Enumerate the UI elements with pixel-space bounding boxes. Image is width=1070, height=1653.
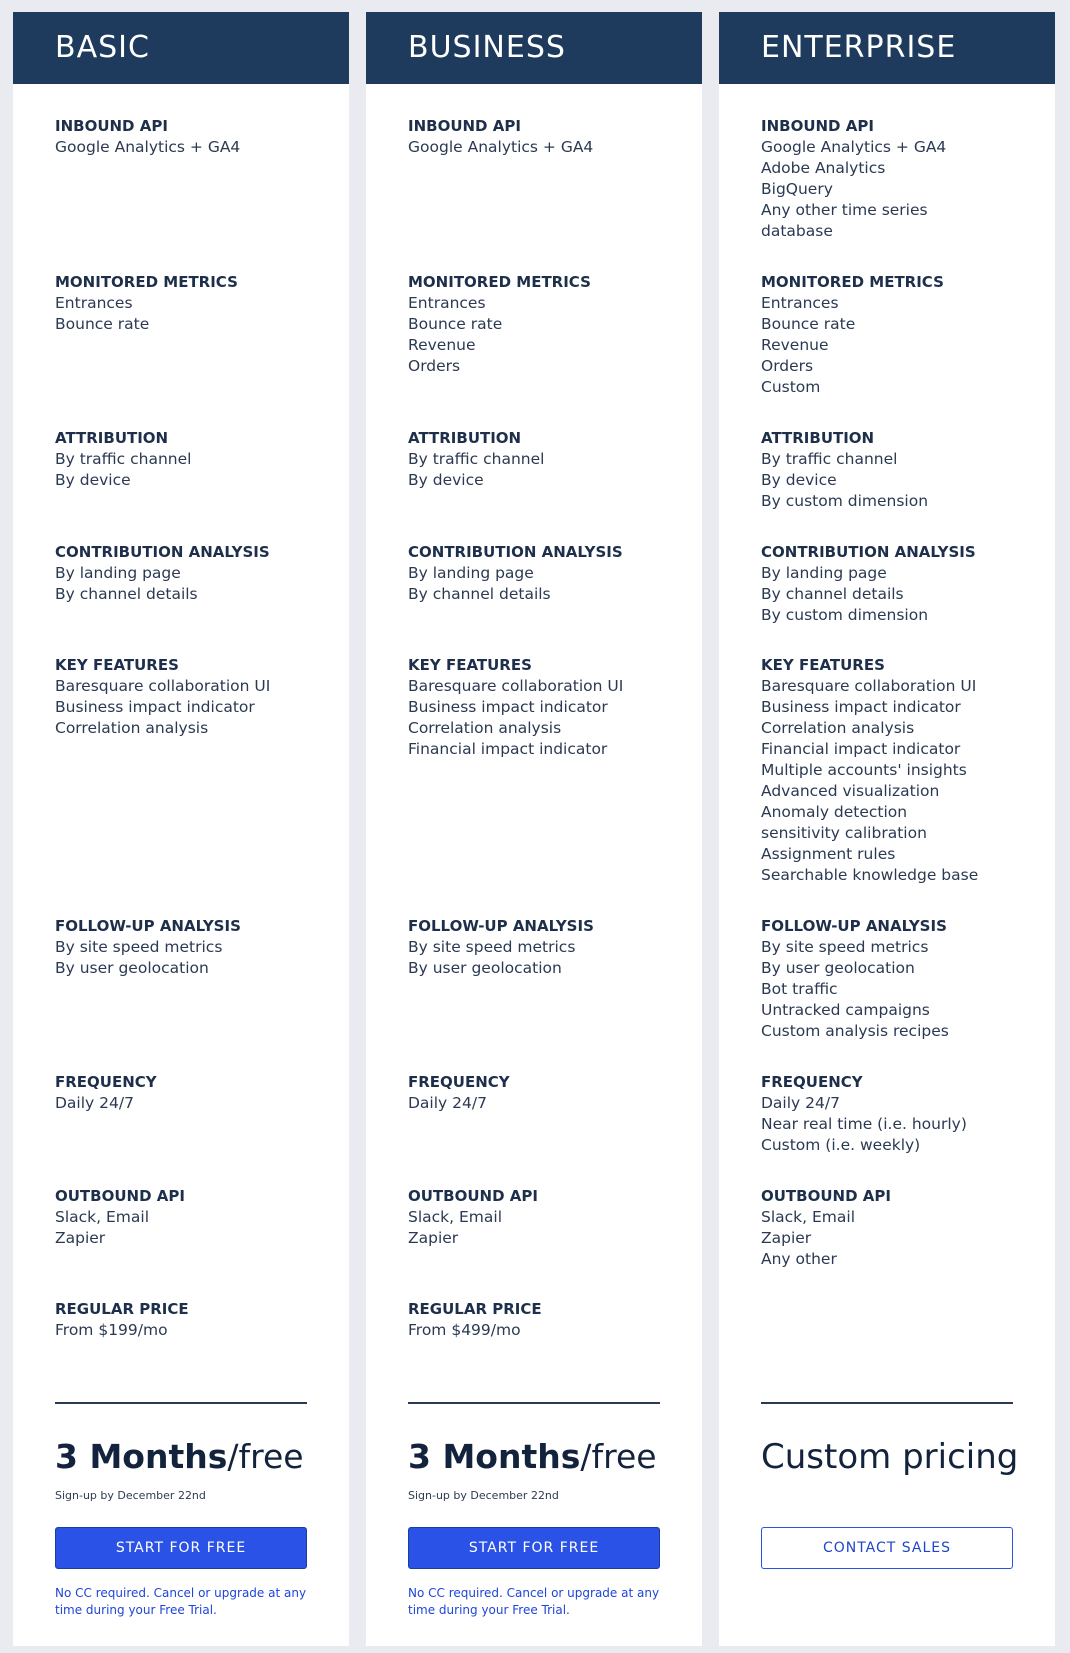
section-title: CONTRIBUTION ANALYSIS <box>408 543 623 561</box>
section-frequency <box>408 1072 698 1114</box>
feature-item: By custom dimension <box>761 492 929 510</box>
feature-item: Revenue <box>408 336 476 354</box>
feature-item: Any other <box>761 1250 837 1268</box>
promo-duration: 3 Months <box>408 1437 581 1476</box>
section-key-features <box>761 655 1051 886</box>
section-regular-price <box>55 1299 345 1341</box>
feature-item: Daily 24/7 <box>408 1094 487 1112</box>
feature-item: database <box>761 222 833 240</box>
section-follow-up-analysis <box>408 916 698 979</box>
feature-item: By custom dimension <box>761 606 929 624</box>
promo-offer <box>408 1437 657 1476</box>
feature-item: Zapier <box>761 1229 812 1247</box>
promo-deadline: Sign-up by December 22nd <box>408 1489 559 1502</box>
section-title: CONTRIBUTION ANALYSIS <box>761 543 976 561</box>
feature-item: By device <box>55 471 131 489</box>
section-attribution <box>55 428 345 491</box>
feature-item: Google Analytics + GA4 <box>761 138 947 156</box>
feature-item: Assignment rules <box>761 845 896 863</box>
section-title: REGULAR PRICE <box>55 1300 189 1318</box>
section-title: OUTBOUND API <box>55 1187 185 1205</box>
feature-item: Entrances <box>761 294 839 312</box>
section-title: KEY FEATURES <box>408 656 532 674</box>
feature-item: Any other time series <box>761 201 928 219</box>
feature-item: Entrances <box>55 294 133 312</box>
feature-item: Business impact indicator <box>408 698 608 716</box>
section-title: FREQUENCY <box>761 1073 863 1091</box>
section-regular-price <box>408 1299 698 1341</box>
custom-pricing: Custom pricing <box>761 1437 1019 1477</box>
feature-item: Multiple accounts' insights <box>761 761 967 779</box>
feature-item: Custom (i.e. weekly) <box>761 1136 921 1154</box>
feature-item: Baresquare collaboration UI <box>408 677 624 695</box>
feature-item: By site speed metrics <box>408 938 576 956</box>
section-attribution <box>761 428 1051 512</box>
section-outbound-api <box>55 1186 345 1249</box>
section-title: REGULAR PRICE <box>408 1300 542 1318</box>
plan-card-basic <box>13 12 349 1646</box>
feature-item: Bounce rate <box>408 315 503 333</box>
feature-item: Zapier <box>408 1229 459 1247</box>
feature-item: By traffic channel <box>408 450 545 468</box>
feature-item: Revenue <box>761 336 829 354</box>
feature-item: By landing page <box>55 564 181 582</box>
plan-card-business <box>366 12 702 1646</box>
feature-item: Bounce rate <box>55 315 150 333</box>
feature-item: By channel details <box>761 585 904 603</box>
feature-item: Slack, Email <box>408 1208 502 1226</box>
section-outbound-api <box>761 1186 1051 1270</box>
feature-item: Slack, Email <box>761 1208 855 1226</box>
feature-item: Bot traffic <box>761 980 838 998</box>
feature-item: Entrances <box>408 294 486 312</box>
promo-free: /free <box>227 1437 304 1476</box>
section-contribution-analysis <box>55 542 345 605</box>
section-contribution-analysis <box>761 542 1051 626</box>
feature-item: Financial impact indicator <box>761 740 961 758</box>
feature-item: By device <box>408 471 484 489</box>
section-title: KEY FEATURES <box>55 656 179 674</box>
feature-item: Correlation analysis <box>55 719 209 737</box>
feature-item: Bounce rate <box>761 315 856 333</box>
feature-item: Baresquare collaboration UI <box>761 677 977 695</box>
price-value: From $499/mo <box>408 1321 521 1339</box>
feature-item: By user geolocation <box>55 959 209 977</box>
feature-item: By channel details <box>55 585 198 603</box>
feature-item: By user geolocation <box>761 959 915 977</box>
feature-item: By device <box>761 471 837 489</box>
feature-item: Financial impact indicator <box>408 740 608 758</box>
feature-item: Searchable knowledge base <box>761 866 979 884</box>
section-follow-up-analysis <box>55 916 345 979</box>
plan-card-enterprise <box>719 12 1055 1646</box>
section-title: CONTRIBUTION ANALYSIS <box>55 543 270 561</box>
section-outbound-api <box>408 1186 698 1249</box>
feature-item: Google Analytics + GA4 <box>408 138 594 156</box>
feature-item: BigQuery <box>761 180 833 198</box>
plan-title: BUSINESS <box>366 12 702 84</box>
section-title: MONITORED METRICS <box>408 273 591 291</box>
section-title: KEY FEATURES <box>761 656 885 674</box>
feature-item: Business impact indicator <box>761 698 961 716</box>
promo-duration: 3 Months <box>55 1437 228 1476</box>
price-value: From $199/mo <box>55 1321 168 1339</box>
trial-note: No CC required. Cancel or upgrade at any time during your Free Trial. <box>408 1586 660 1617</box>
section-inbound-api <box>408 116 698 158</box>
section-key-features <box>408 655 698 760</box>
feature-item: By site speed metrics <box>761 938 929 956</box>
feature-item: Custom <box>761 378 821 396</box>
section-title: FREQUENCY <box>55 1073 157 1091</box>
section-title: ATTRIBUTION <box>761 429 875 447</box>
feature-item: Correlation analysis <box>408 719 562 737</box>
section-contribution-analysis <box>408 542 698 605</box>
promo-deadline: Sign-up by December 22nd <box>55 1489 206 1502</box>
section-attribution <box>408 428 698 491</box>
feature-item: By channel details <box>408 585 551 603</box>
section-title: MONITORED METRICS <box>761 273 944 291</box>
section-frequency <box>761 1072 1051 1156</box>
section-title: FOLLOW-UP ANALYSIS <box>55 917 241 935</box>
section-title: INBOUND API <box>408 117 521 135</box>
feature-item: Anomaly detection <box>761 803 908 821</box>
feature-item: Daily 24/7 <box>761 1094 840 1112</box>
feature-item: Google Analytics + GA4 <box>55 138 241 156</box>
section-title: INBOUND API <box>761 117 874 135</box>
promo-free: /free <box>580 1437 657 1476</box>
feature-item: Advanced visualization <box>761 782 940 800</box>
section-follow-up-analysis <box>761 916 1051 1042</box>
divider <box>55 1402 307 1404</box>
trial-note: No CC required. Cancel or upgrade at any time during your Free Trial. <box>55 1586 307 1617</box>
section-title: ATTRIBUTION <box>408 429 522 447</box>
contact-sales-button[interactable]: CONTACT SALES <box>761 1527 1013 1569</box>
section-title: FOLLOW-UP ANALYSIS <box>408 917 594 935</box>
feature-item: Baresquare collaboration UI <box>55 677 271 695</box>
start-for-free-button[interactable]: START FOR FREE <box>408 1527 660 1569</box>
divider <box>761 1402 1013 1404</box>
feature-item: Business impact indicator <box>55 698 255 716</box>
feature-item: Orders <box>408 357 461 375</box>
feature-item: By user geolocation <box>408 959 562 977</box>
feature-item: By site speed metrics <box>55 938 223 956</box>
section-title: MONITORED METRICS <box>55 273 238 291</box>
feature-item: By landing page <box>761 564 887 582</box>
section-monitored-metrics <box>55 272 345 335</box>
feature-item: Orders <box>761 357 814 375</box>
section-title: OUTBOUND API <box>761 1187 891 1205</box>
section-title: FREQUENCY <box>408 1073 510 1091</box>
feature-item: Near real time (i.e. hourly) <box>761 1115 967 1133</box>
plan-title: BASIC <box>13 12 349 84</box>
feature-item: Zapier <box>55 1229 106 1247</box>
feature-item: sensitivity calibration <box>761 824 927 842</box>
section-title: INBOUND API <box>55 117 168 135</box>
section-title: FOLLOW-UP ANALYSIS <box>761 917 947 935</box>
promo-offer <box>55 1437 304 1476</box>
section-title: OUTBOUND API <box>408 1187 538 1205</box>
feature-item: By traffic channel <box>761 450 898 468</box>
feature-item: Adobe Analytics <box>761 159 886 177</box>
feature-item: Slack, Email <box>55 1208 149 1226</box>
plan-title: ENTERPRISE <box>719 12 1055 84</box>
feature-item: Custom analysis recipes <box>761 1022 949 1040</box>
section-monitored-metrics <box>408 272 698 377</box>
feature-item: Untracked campaigns <box>761 1001 930 1019</box>
feature-item: Correlation analysis <box>761 719 915 737</box>
feature-item: By landing page <box>408 564 534 582</box>
section-title: ATTRIBUTION <box>55 429 169 447</box>
feature-item: By traffic channel <box>55 450 192 468</box>
section-inbound-api <box>761 116 1051 242</box>
section-monitored-metrics <box>761 272 1051 398</box>
feature-item: Daily 24/7 <box>55 1094 134 1112</box>
section-frequency <box>55 1072 345 1114</box>
divider <box>408 1402 660 1404</box>
section-inbound-api <box>55 116 345 158</box>
start-for-free-button[interactable]: START FOR FREE <box>55 1527 307 1569</box>
section-key-features <box>55 655 345 739</box>
